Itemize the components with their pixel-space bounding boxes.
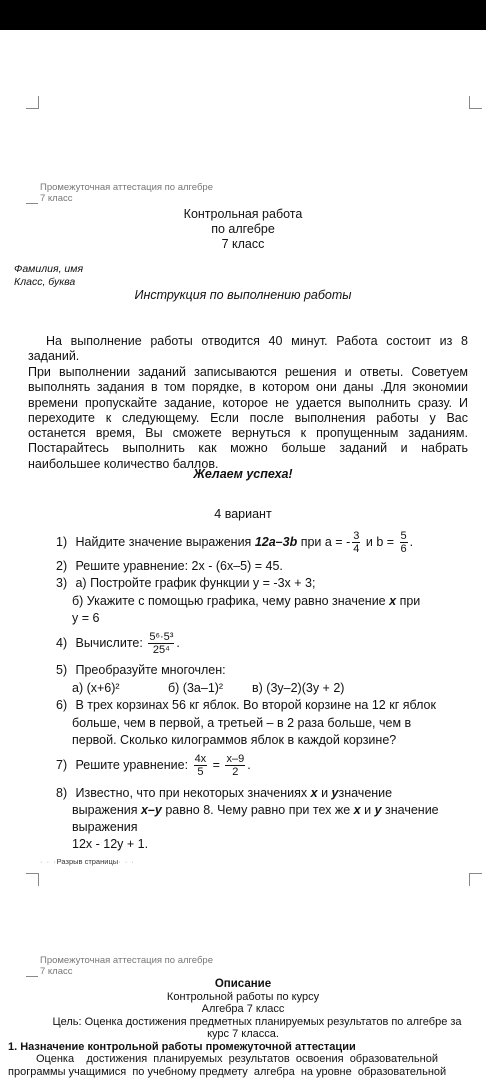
task-text: .	[176, 636, 180, 650]
task-6-line-2: больше, чем в первой, а третьей – в 2 раза больше, чем в	[72, 716, 412, 730]
wish-text: Желаем успеха!	[193, 467, 293, 481]
header-note-line: Промежуточная аттестация по алгебре	[40, 182, 213, 193]
task-text: выражения	[72, 803, 138, 817]
task-text: .	[409, 535, 414, 549]
fraction	[194, 753, 208, 778]
section-1-body-line-1: Оценка достижения планируемых результатов освоения образовательной	[36, 1053, 439, 1065]
title-line: 7 класс	[221, 237, 265, 251]
title-line: Контрольная работа	[183, 207, 303, 221]
fraction	[225, 753, 245, 778]
page-corner-mark	[26, 96, 39, 109]
student-class-label: Класс, буква	[14, 276, 76, 288]
task-5	[56, 661, 226, 679]
header-note	[40, 182, 213, 204]
goal-line-1: Цель: Оценка достижения предметных планируемых результатов по алгебре за	[52, 1016, 462, 1028]
page-gap	[0, 889, 486, 935]
instruction-paragraph-2: При выполнении заданий записываются решения и ответы. Советуем выполнять задания в том порядке, в котором они даны .Для экономии времени пропускайте задание, которое не удается выполнить сразу. И переходите к следующему. Если после выполнения работы у Вас останется время, Вы сможете вернуться к пропущенным заданиям. Постарайтесь выполнить как можно больше заданий и набрать наибольшее количество баллов.	[28, 365, 468, 471]
header-note-line: 7 класс	[40, 966, 73, 977]
task-8	[56, 784, 392, 802]
fraction-numerator: 4x	[194, 753, 207, 766]
header-note	[40, 955, 213, 977]
task-text: Решите уравнение: 2x - (6x–5) = 45.	[75, 559, 283, 573]
description-subtitle-1: Контрольной работы по курсу	[166, 991, 320, 1003]
fraction-denominator: 6	[400, 543, 407, 556]
task-5-c: в) (3y–2)(3y + 2)	[252, 681, 345, 695]
page-break-marker	[40, 857, 135, 866]
task-5-b: б) (3a–1)²	[168, 681, 224, 695]
task-3-b-cont: у = 6	[72, 611, 100, 625]
task-8-line-2	[72, 801, 439, 819]
header-note-line: Промежуточная аттестация по алгебре	[40, 955, 213, 966]
fraction	[352, 530, 360, 555]
task-text: б) Укажите с помощью графика, чему равно значение	[72, 594, 386, 608]
fraction-numerator: x–9	[226, 753, 245, 766]
task-number: 1)	[56, 535, 68, 549]
fraction-denominator: 4	[353, 543, 360, 556]
page-break-dots: · · ·	[118, 857, 135, 866]
task-5-a: а) (x+6)²	[72, 681, 120, 695]
variable: x	[310, 786, 318, 800]
task-text: а) Постройте график функции у = -3х + 3;	[75, 576, 316, 590]
page-corner-mark	[469, 96, 482, 109]
page-corner-mark	[469, 873, 482, 886]
section-1-heading: 1. Назначение контрольной работы промежуточной аттестации	[8, 1041, 356, 1053]
task-number: 7)	[56, 758, 68, 772]
instruction-title: Инструкция по выполнению работы	[134, 288, 352, 302]
variable: x	[353, 803, 361, 817]
task-number: 5)	[56, 663, 68, 677]
header-note-line: 7 класс	[40, 193, 73, 204]
fraction-denominator: 5	[197, 766, 204, 779]
variable: x–y	[140, 803, 162, 817]
instruction-paragraph-1: На выполнение работы отводится 40 минут. Работа состоит из 8 заданий.	[28, 334, 468, 364]
student-name-label: Фамилия, имя	[14, 263, 84, 275]
task-text: .	[247, 758, 251, 772]
task-8-line-4: 12x - 12y + 1.	[72, 837, 149, 851]
page-corner-mark	[26, 873, 39, 886]
fraction-numerator: 3	[353, 530, 360, 543]
page-break-label: Разрыв страницы	[56, 857, 119, 866]
task-1	[56, 527, 413, 559]
fraction-numerator: 5	[400, 530, 407, 543]
fraction-numerator: 5⁶·5³	[149, 631, 174, 644]
variant-title: 4 вариант	[214, 507, 272, 521]
task-text: и	[364, 803, 372, 817]
task-text: при a = -	[300, 535, 351, 549]
task-7	[56, 748, 251, 782]
task-expression: 12a–3b	[254, 535, 298, 549]
task-8-line-3: выражения	[72, 820, 138, 834]
fraction	[148, 631, 174, 656]
student-fields	[14, 263, 83, 289]
description-subtitle-2: Алгебра 7 класс	[201, 1003, 285, 1015]
variable: x	[389, 594, 397, 608]
task-number: 6)	[56, 698, 68, 712]
page-break-dots: · · ·	[40, 857, 57, 866]
task-6	[56, 696, 436, 714]
task-text: равно 8. Чему равно при тех же	[165, 803, 351, 817]
task-3-b	[72, 592, 420, 610]
variable: y	[374, 803, 382, 817]
header-underline	[26, 203, 38, 204]
fraction	[400, 530, 408, 555]
task-text: и b =	[365, 535, 395, 549]
variable: y	[331, 786, 339, 800]
equals-sign: =	[212, 758, 220, 772]
task-text: Найдите значение выражения	[75, 535, 252, 549]
task-number: 3)	[56, 576, 68, 590]
title-line: по алгебре	[211, 222, 275, 236]
task-text: Известно, что при некоторых значениях	[75, 786, 308, 800]
task-4	[56, 626, 180, 660]
task-number: 2)	[56, 559, 68, 573]
task-number: 4)	[56, 636, 68, 650]
header-underline	[26, 976, 38, 977]
task-2	[56, 557, 283, 575]
task-text: Решите уравнение:	[75, 758, 189, 772]
task-text: Преобразуйте многочлен:	[75, 663, 226, 677]
goal-line-2: курс 7 класса.	[207, 1028, 279, 1040]
viewer-top-bar	[0, 0, 486, 30]
task-text: Вычислите:	[75, 636, 143, 650]
description-title: Описание	[214, 978, 272, 990]
task-3	[56, 574, 315, 592]
fraction-denominator: 2	[232, 766, 239, 779]
section-1-body-line-2: программы учащимися по учебному предмету алгебра на уровне образовательной	[8, 1066, 447, 1078]
task-text: значение	[338, 786, 393, 800]
fraction-denominator: 25⁴	[152, 644, 170, 657]
task-6-line-3: первой. Сколько килограммов яблок в каждой корзине?	[72, 733, 397, 747]
document-title	[0, 207, 486, 252]
task-number: 8)	[56, 786, 68, 800]
task-text: и	[321, 786, 329, 800]
task-text: В трех корзинах 56 кг яблок. Во второй корзине на 12 кг яблок	[75, 698, 436, 712]
task-text: при	[399, 594, 421, 608]
task-text: значение	[385, 803, 439, 817]
